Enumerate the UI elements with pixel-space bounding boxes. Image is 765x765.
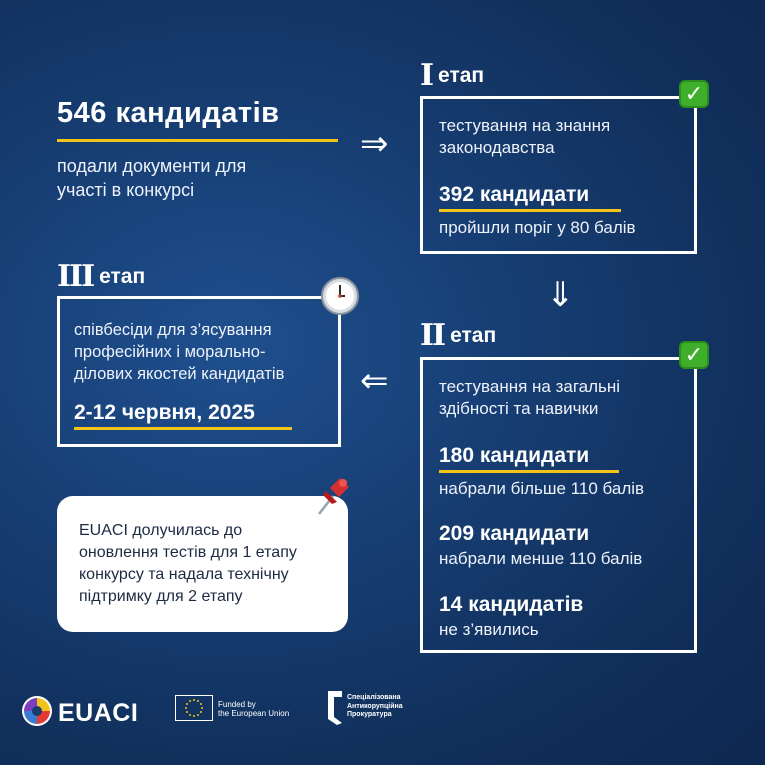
euaci-wordmark: EUACI — [58, 699, 139, 727]
stage-3-desc — [74, 319, 284, 385]
arrow-down-icon: ⇓ — [546, 275, 575, 315]
stage-2-result-1-count: 180 кандидати — [439, 444, 590, 467]
stage-1-desc — [439, 115, 610, 159]
stage-1-desc-line-1: тестування на знання — [439, 116, 611, 135]
stage-1-label: етап — [438, 63, 485, 87]
sap-line-2: Антикорупційна — [347, 702, 403, 710]
stage-1-result-count: 392 кандидати — [439, 183, 590, 206]
stage-1-result-underline — [439, 209, 621, 212]
sap-line-1: Спеціалізована — [347, 694, 401, 701]
stage-2-box — [420, 357, 697, 653]
stage-2-result-1-underline — [439, 470, 619, 473]
stage-2-desc — [439, 376, 620, 420]
stage-3-date-underline — [74, 427, 292, 430]
sap-text — [347, 694, 403, 720]
stage-2-title — [420, 318, 496, 353]
stage-2-result-2-count: 209 кандидати — [439, 522, 590, 545]
arrow-right-icon: ⇒ — [360, 124, 389, 164]
stage-2-roman: II — [420, 318, 445, 353]
sap-shield-icon — [325, 689, 345, 727]
euaci-note-card — [57, 496, 348, 632]
stage-3-roman: III — [57, 259, 94, 294]
total-candidates-headline: 546 кандидатів — [57, 97, 280, 129]
intro-line-2: участі в конкурсі — [57, 180, 195, 200]
funded-line-1: Funded by — [218, 700, 256, 709]
eu-flag-icon — [175, 695, 213, 721]
note-line-4: підтримку для 2 етапу — [79, 588, 243, 605]
stage-3-desc-line-3: ділових якостей кандидатів — [74, 365, 285, 383]
headline-underline — [57, 139, 338, 142]
check-mark-icon: ✓ — [679, 341, 709, 369]
check-mark-icon: ✓ — [679, 80, 709, 108]
stage-2-desc-line-2: здібності та навички — [439, 399, 599, 418]
stage-3-desc-line-2: професійних і морально- — [74, 343, 266, 361]
stage-2-label: етап — [450, 323, 497, 347]
stage-3-date: 2-12 червня, 2025 — [74, 401, 255, 424]
stage-1-title — [420, 58, 484, 93]
stage-2-result-3-count: 14 кандидатів — [439, 593, 584, 616]
intro-line-1: подали документи для — [57, 156, 247, 176]
sap-line-3: Прокуратура — [347, 711, 392, 718]
stage-2-result-3-text: не з’явились — [439, 620, 539, 639]
funded-line-2: the European Union — [218, 709, 290, 718]
note-line-3: конкурсу та надала технічну — [79, 566, 289, 583]
stage-1-box — [420, 96, 697, 254]
pushpin-icon — [313, 474, 353, 518]
note-line-1: EUACI долучилась до — [79, 522, 243, 539]
intro-text — [57, 154, 246, 202]
stage-1-desc-line-2: законодавства — [439, 138, 555, 157]
euaci-logo-icon — [20, 694, 54, 728]
arrow-left-icon: ⇐ — [360, 361, 389, 401]
euaci-note-text — [79, 520, 297, 608]
stage-1-roman: I — [420, 58, 433, 93]
clock-icon — [320, 276, 360, 316]
stage-3-box — [57, 296, 341, 447]
funded-by-eu-text — [218, 700, 289, 718]
stage-3-label: етап — [99, 264, 146, 288]
stage-2-result-1-text: набрали більше 110 балів — [439, 479, 645, 498]
stage-3-desc-line-1: співбесіди для з’ясування — [74, 321, 272, 339]
stage-2-desc-line-1: тестування на загальні — [439, 377, 621, 396]
note-line-2: оновлення тестів для 1 етапу — [79, 544, 297, 561]
stage-2-result-2-text: набрали менше 110 балів — [439, 549, 643, 568]
stage-3-title — [57, 259, 145, 294]
stage-1-result-text: пройшли поріг у 80 балів — [439, 218, 636, 237]
